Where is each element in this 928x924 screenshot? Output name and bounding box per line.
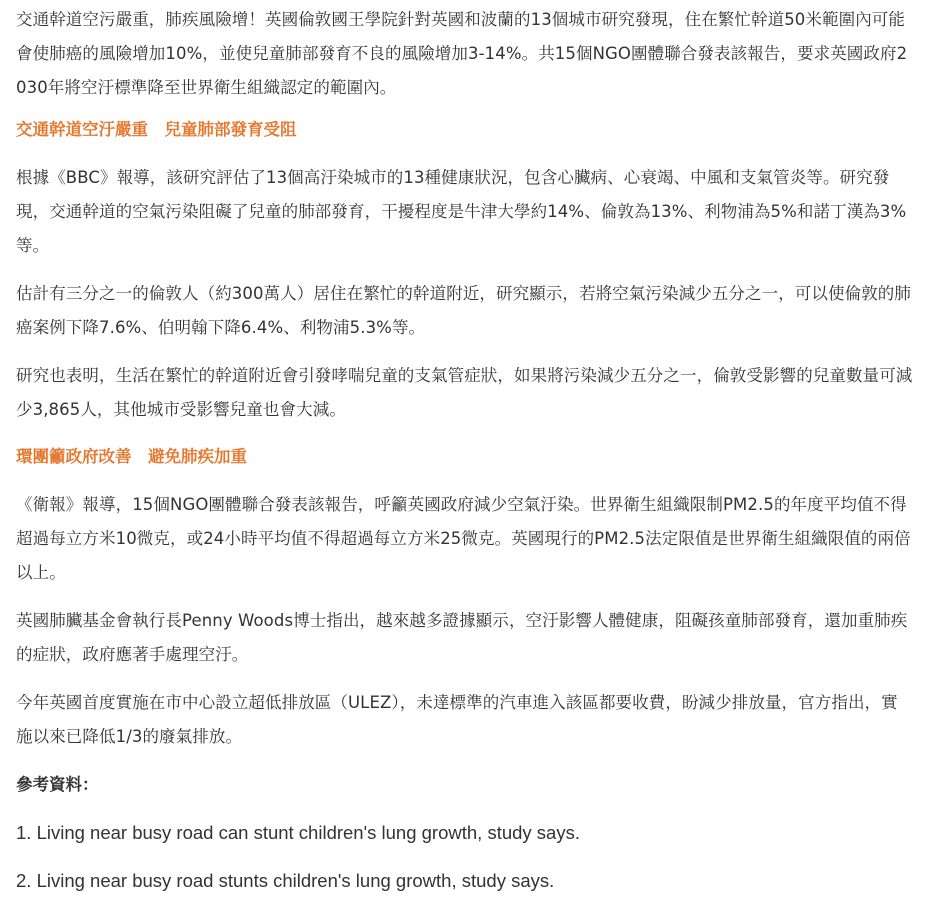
section-heading-ngo-appeal: 環團籲政府改善 避免肺疾加重 bbox=[16, 447, 247, 466]
article-body bbox=[16, 3, 914, 898]
paragraph-penny-woods: 英國肺臟基金會執行長Penny Woods博士指出，越來越多證據顯示，空汙影響人體健康，阻礙孩童肺部發育，還加重肺疾的症狀，政府應著手處理空汙。 bbox=[16, 611, 908, 664]
section-heading-lung-development: 交通幹道空汙嚴重 兒童肺部發育受阻 bbox=[16, 120, 297, 139]
paragraph-ulez: 今年英國首度實施在市中心設立超低排放區（ULEZ），未達標準的汽車進入該區都要收費，盼減少排放量，官方指出，實施以來已降低1/3的廢氣排放。 bbox=[16, 693, 898, 746]
paragraph-asthma-children: 研究也表明，生活在繁忙的幹道附近會引發哮喘兒童的支氣管症狀，如果將污染減少五分之一，倫敦受影響的兒童數量可減少3,865人，其他城市受影響兒童也會大減。 bbox=[16, 366, 913, 419]
intro-paragraph: 交通幹道空污嚴重，肺疾風險增！英國倫敦國王學院針對英國和波蘭的13個城市研究發現，住在繁忙幹道50米範圍內可能會使肺癌的風險增加10%，並使兒童肺部發育不良的風險增加3-14%。共15個NGO團體聯合發表該報告，要求英國政府2030年將空汙標準降至世界衛生組織認定的範圍內。 bbox=[16, 10, 908, 97]
paragraph-bbc-report: 根據《BBC》報導，該研究評估了13個高汙染城市的13種健康狀況，包含心臟病、心衰竭、中風和支氣管炎等。研究發現，交通幹道的空氣污染阻礙了兒童的肺部發育，干擾程度是牛津大學約14%、倫敦為13%、利物浦為5%和諾丁漢為3%等。 bbox=[16, 168, 907, 255]
references-title: 參考資料： bbox=[16, 775, 99, 794]
paragraph-london-population: 估計有三分之一的倫敦人（約300萬人）居住在繁忙的幹道附近，研究顯示，若將空氣污染減少五分之一，可以使倫敦的肺癌案例下降7.6%、伯明翰下降6.4%、利物浦5.3%等。 bbox=[16, 284, 911, 337]
reference-link-1[interactable]: 1. Living near busy road can stunt children's lung growth, study says. bbox=[16, 822, 580, 843]
reference-link-2[interactable]: 2. Living near busy road stunts children's lung growth, study says. bbox=[16, 870, 555, 891]
paragraph-guardian-report: 《衛報》報導，15個NGO團體聯合發表該報告，呼籲英國政府減少空氣汙染。世界衛生組織限制PM2.5的年度平均值不得超過每立方米10微克，或24小時平均值不得超過每立方米25微克。英國現行的PM2.5法定限值是世界衛生組織限值的兩倍以上。 bbox=[16, 495, 911, 582]
